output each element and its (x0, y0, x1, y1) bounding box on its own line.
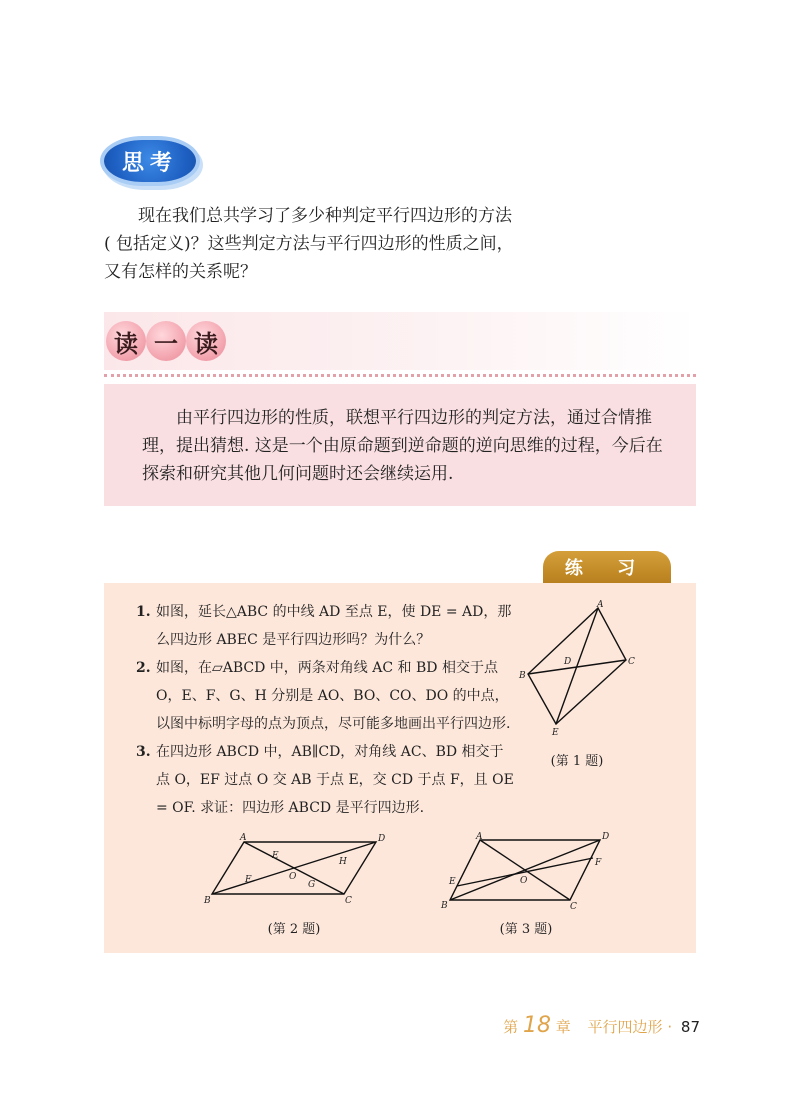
figure-3-diagram (436, 828, 614, 912)
figure-1-caption: (第 1 题) (550, 754, 604, 769)
read-char: 读 (106, 321, 146, 361)
figure-3-label-d: D (602, 832, 610, 842)
figure-1-label-d: D (564, 657, 572, 667)
exercise-item (136, 654, 516, 738)
figure-3-label-f: F (595, 858, 602, 868)
exercise-number: 2. (136, 660, 151, 676)
exercise-text: 在四边形 ABCD 中，AB∥CD，对角线 AC、BD 相交于点 O，EF 过点 O 交 AB 于点 E，交 CD 于点 F，且 OE = OF. 求证：四边形 ABCD 是平行四边形. (156, 744, 514, 816)
exercise-text: 如图，延长△ABC 的中线 AD 至点 E，使 DE = AD，那么四边形 ABEC 是平行四边形吗？为什么？ (156, 604, 512, 648)
exercise-text: 如图，在▱ABCD 中，两条对角线 AC 和 BD 相交于点 O，E、F、G、H 分别是 AO、BO、CO、DO 的中点，以图中标明字母的点为顶点，尽可能多地画出平行四边形. (156, 660, 511, 732)
figure-2-label-e: E (272, 851, 279, 861)
exercise-number: 1. (136, 604, 151, 620)
exercise-tab: 练 习 (543, 551, 671, 583)
figure-3-label-o: O (520, 876, 528, 886)
read-char: 一 (146, 321, 186, 361)
figure-2-label-a: A (240, 833, 247, 843)
figure-2-label-g: G (308, 880, 316, 890)
chapter-prefix: 第 (503, 1018, 519, 1036)
figure-3-label-c: C (570, 902, 577, 912)
think-badge: 思考 (104, 140, 196, 182)
exercise-number: 3. (136, 744, 151, 760)
figure-2-caption: (第 2 题) (267, 922, 321, 937)
figure-1-diagram (512, 598, 642, 738)
figure-3-caption: (第 3 题) (499, 922, 553, 937)
figure-3-diagonal-bd (450, 840, 600, 900)
think-line: 现在我们总共学习了多少种判定平行四边形的方法 (138, 206, 512, 226)
figure-2-label-d: D (378, 834, 386, 844)
figure-1-label-a: A (597, 600, 604, 610)
think-line: 又有怎样的关系呢？ (104, 262, 257, 282)
exercise-item (136, 738, 516, 822)
figure-1-line-bc (528, 660, 626, 674)
figure-3-label-e: E (449, 877, 456, 887)
footer-dot: · (667, 1018, 673, 1036)
chapter-number: 18 (522, 1013, 551, 1038)
figure-3-label-b: B (441, 901, 448, 911)
page-number: 87 (680, 1018, 700, 1036)
figure-1-line-ae (556, 608, 598, 724)
think-line: ( 包括定义)？这些判定方法与平行四边形的性质之间， (104, 234, 514, 254)
figure-3-label-a: A (476, 832, 483, 842)
dotted-divider (104, 374, 696, 377)
read-char: 读 (186, 321, 226, 361)
read-header-band (104, 312, 696, 370)
read-line: 理，提出猜想. 这是一个由原命题到逆命题的逆向思维的过程，今后在 (142, 436, 663, 456)
figure-1-label-b: B (519, 671, 526, 681)
figure-2-diagram (198, 828, 388, 910)
figure-2-label-b: B (204, 896, 211, 906)
figure-2-label-h: H (339, 857, 347, 867)
think-paragraph (104, 202, 544, 286)
exercise-list (136, 598, 516, 822)
figure-2-label-c: C (345, 896, 352, 906)
figure-2-label-o: O (289, 872, 297, 882)
figure-2-label-f: F (245, 875, 252, 885)
chapter-suffix: 章 (555, 1018, 571, 1036)
figure-1-label-c: C (628, 657, 635, 667)
figure-2-diagonal-bd (212, 842, 376, 894)
read-line: 探索和研究其他几何问题时还会继续运用. (142, 464, 454, 484)
figure-1-label-e: E (552, 728, 559, 738)
chapter-title: 平行四边形 (587, 1018, 663, 1036)
exercise-item (136, 598, 516, 654)
read-line: 由平行四边形的性质，联想平行四边形的判定方法，通过合情推 (176, 408, 652, 428)
page-footer (503, 1013, 700, 1038)
read-paragraph (142, 404, 672, 488)
